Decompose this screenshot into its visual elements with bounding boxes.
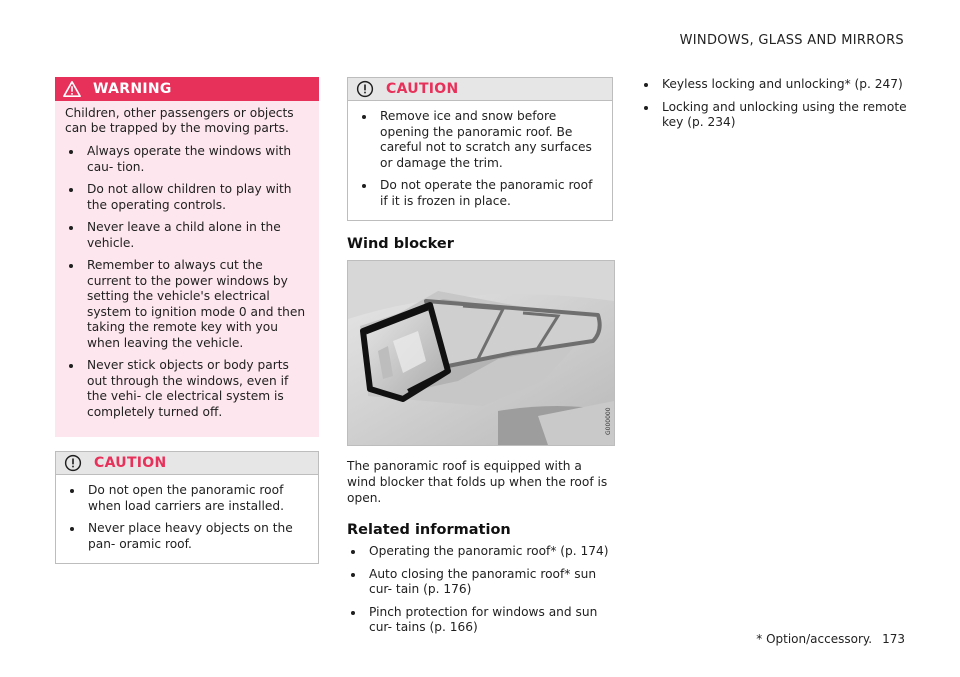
caution2-item-2: Do not operate the panoramic roof if it is frozen in place. [358, 178, 602, 209]
warning-box [55, 77, 319, 437]
column-1 [55, 77, 319, 564]
warning-item-4: Remember to always cut the current to the power windows by setting the vehicle's electrical system to ignition mode 0 and then taking the remote key with you when leaving the vehicle. [65, 258, 309, 351]
warning-item-5: Never stick objects or body parts out through the windows, even if the vehi- cle electrical system is completely turned off. [65, 358, 309, 420]
related-link-1[interactable]: Operating the panoramic roof* (p. 174) [347, 544, 613, 560]
caution-header-1 [56, 452, 318, 475]
roof-illustration-svg [348, 261, 614, 445]
related-list [347, 544, 613, 636]
warning-item-2: Do not allow children to play with the operating controls. [65, 182, 309, 213]
page-footer [756, 632, 905, 646]
related-link-2[interactable]: Auto closing the panoramic roof* sun cur- tain (p. 176) [347, 567, 613, 598]
related-heading: Related information [347, 522, 511, 538]
wind-blocker-illustration [347, 260, 615, 446]
caution-box-2 [347, 77, 613, 221]
column-3 [640, 77, 910, 138]
warning-list [65, 144, 309, 420]
section-header: WINDOWS, GLASS AND MIRRORS [679, 33, 904, 48]
caution-body-2 [348, 101, 612, 220]
warning-intro: Children, other passengers or objects can be trapped by the moving parts. [65, 106, 294, 135]
caution-body-1 [56, 475, 318, 563]
related-link-3[interactable]: Pinch protection for windows and sun cur- tains (p. 166) [347, 605, 613, 636]
caution-title-2: CAUTION [386, 81, 459, 97]
page-number: 173 [882, 632, 905, 646]
image-code-label: G000000 [605, 407, 612, 435]
caution-title-1: CAUTION [94, 455, 167, 471]
caution-list-1 [66, 483, 308, 552]
warning-header [55, 77, 319, 101]
caution2-item-1: Remove ice and snow before opening the panoramic roof. Be careful not to scratch any surfaces or damage the trim. [358, 109, 602, 171]
warning-body [55, 101, 319, 437]
caution1-item-1: Do not open the panoramic roof when load carriers are installed. [66, 483, 308, 514]
warning-triangle-icon [63, 80, 81, 98]
caution-exclamation-icon [64, 454, 82, 472]
caution-list-2 [358, 109, 602, 209]
caution1-item-2: Never place heavy objects on the pan- oramic roof. [66, 521, 308, 552]
caution-exclamation-icon [356, 80, 374, 98]
warning-title: WARNING [93, 81, 172, 97]
caution-box-1 [55, 451, 319, 564]
related-link-4[interactable]: Keyless locking and unlocking* (p. 247) [640, 77, 910, 93]
wind-blocker-heading: Wind blocker [347, 236, 454, 252]
caution-header-2 [348, 78, 612, 101]
column-2 [347, 77, 613, 643]
warning-item-3: Never leave a child alone in the vehicle. [65, 220, 309, 251]
warning-item-1: Always operate the windows with cau- tion. [65, 144, 309, 175]
related-list-continued [640, 77, 910, 131]
wind-blocker-description: The panoramic roof is equipped with a wind blocker that folds up when the roof is open. [347, 459, 608, 505]
related-link-5[interactable]: Locking and unlocking using the remote key (p. 234) [640, 100, 910, 131]
footer-note: * Option/accessory. [756, 632, 873, 646]
